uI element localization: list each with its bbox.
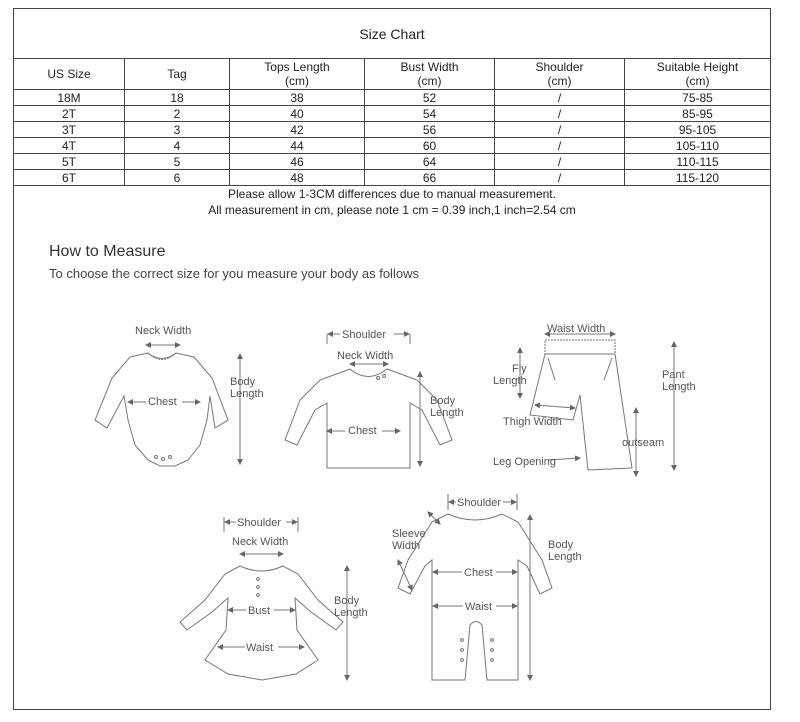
table-cell: 54 xyxy=(365,106,495,122)
table-cell: 56 xyxy=(365,122,495,138)
table-cell: 105-110 xyxy=(625,138,771,154)
col-header-shoulder: Shoulder (cm) xyxy=(495,59,625,90)
table-cell: 75-85 xyxy=(625,90,771,106)
pants-thigh-label: Thigh Width xyxy=(503,416,562,428)
pants-pant-label-1: Pant xyxy=(662,369,685,381)
table-cell: / xyxy=(495,90,625,106)
table-cell: 115-120 xyxy=(625,170,771,186)
bodysuit-neck-label: Neck Width xyxy=(135,325,192,337)
col-header-tops-length: Tops Length (cm) xyxy=(230,59,365,90)
col-header-us-size: US Size xyxy=(14,59,125,90)
table-cell: 4T xyxy=(14,138,125,154)
pants-fly-label-1: Fly xyxy=(512,363,527,375)
size-chart-title: Size Chart xyxy=(14,9,770,59)
top-chest-label: Chest xyxy=(348,425,377,437)
table-cell: 18 xyxy=(125,90,230,106)
table-cell: 52 xyxy=(365,90,495,106)
dress-body-label-1: Body xyxy=(334,595,360,607)
romper-chest-label: Chest xyxy=(464,567,493,579)
table-cell: 95-105 xyxy=(625,122,771,138)
table-cell: 38 xyxy=(230,90,365,106)
dress-bust-label: Bust xyxy=(248,605,271,617)
dress-waist-label: Waist xyxy=(246,642,274,654)
top-body-label-2: Length xyxy=(430,407,464,419)
romper-figure xyxy=(398,494,552,680)
romper-sleeve-label-2: Width xyxy=(392,540,421,552)
pants-pant-label-2: Length xyxy=(662,381,696,393)
bodysuit-body-label-1: Body xyxy=(230,376,256,388)
table-cell: 4 xyxy=(125,138,230,154)
table-cell: 48 xyxy=(230,170,365,186)
table-cell: 60 xyxy=(365,138,495,154)
table-cell: 85-95 xyxy=(625,106,771,122)
pants-waist-label: Waist Width xyxy=(547,323,606,335)
note-line-2: All measurement in cm, please note 1 cm = 0.39 inch,1 inch=2.54 cm xyxy=(208,203,576,217)
pants-figure xyxy=(520,334,674,476)
table-cell: 42 xyxy=(230,122,365,138)
dress-neck-label: Neck Width xyxy=(232,536,289,548)
table-cell: 3T xyxy=(14,122,125,138)
col-header-bust-width: Bust Width (cm) xyxy=(365,59,495,90)
table-cell: 5T xyxy=(14,154,125,170)
table-cell: 2 xyxy=(125,106,230,122)
dress-shoulder-label: Shoulder xyxy=(237,517,282,529)
romper-sleeve-label-1: Sleeve xyxy=(392,528,426,540)
table-cell: 110-115 xyxy=(625,154,771,170)
romper-waist-label: Waist xyxy=(465,601,493,613)
table-cell: 5 xyxy=(125,154,230,170)
table-cell: 44 xyxy=(230,138,365,154)
dress-body-label-2: Length xyxy=(334,607,368,619)
col-header-suitable-height: Suitable Height (cm) xyxy=(625,59,771,90)
top-shoulder-label: Shoulder xyxy=(342,329,387,341)
table-cell: / xyxy=(495,154,625,170)
pants-fly-label-2: Length xyxy=(493,375,527,387)
bodysuit-body-label-2: Length xyxy=(230,388,264,400)
note-line-1: Please allow 1-3CM differences due to manual measurement. xyxy=(228,187,556,201)
pants-outseam-label: outseam xyxy=(622,437,665,449)
pants-leg-label: Leg Opening xyxy=(493,456,556,468)
table-cell: 64 xyxy=(365,154,495,170)
romper-body-label-1: Body xyxy=(548,539,574,551)
table-cell: 2T xyxy=(14,106,125,122)
top-body-label-1: Body xyxy=(430,395,456,407)
table-cell: 66 xyxy=(365,170,495,186)
table-cell: 40 xyxy=(230,106,365,122)
how-to-measure-heading: How to Measure xyxy=(49,243,166,260)
table-cell: / xyxy=(495,170,625,186)
table-cell: 6T xyxy=(14,170,125,186)
table-cell: 6 xyxy=(125,170,230,186)
table-cell: / xyxy=(495,106,625,122)
col-header-tag: Tag xyxy=(125,59,230,90)
table-cell: 3 xyxy=(125,122,230,138)
table-cell: 46 xyxy=(230,154,365,170)
table-cell: 18M xyxy=(14,90,125,106)
top-neck-label: Neck Width xyxy=(337,350,394,362)
romper-shoulder-label: Shoulder xyxy=(457,497,502,509)
table-cell: / xyxy=(495,122,625,138)
table-cell: / xyxy=(495,138,625,154)
how-to-measure-subtitle: To choose the correct size for you measure your body as follows xyxy=(49,266,419,281)
romper-body-label-2: Length xyxy=(548,551,582,563)
bodysuit-chest-label: Chest xyxy=(148,396,177,408)
